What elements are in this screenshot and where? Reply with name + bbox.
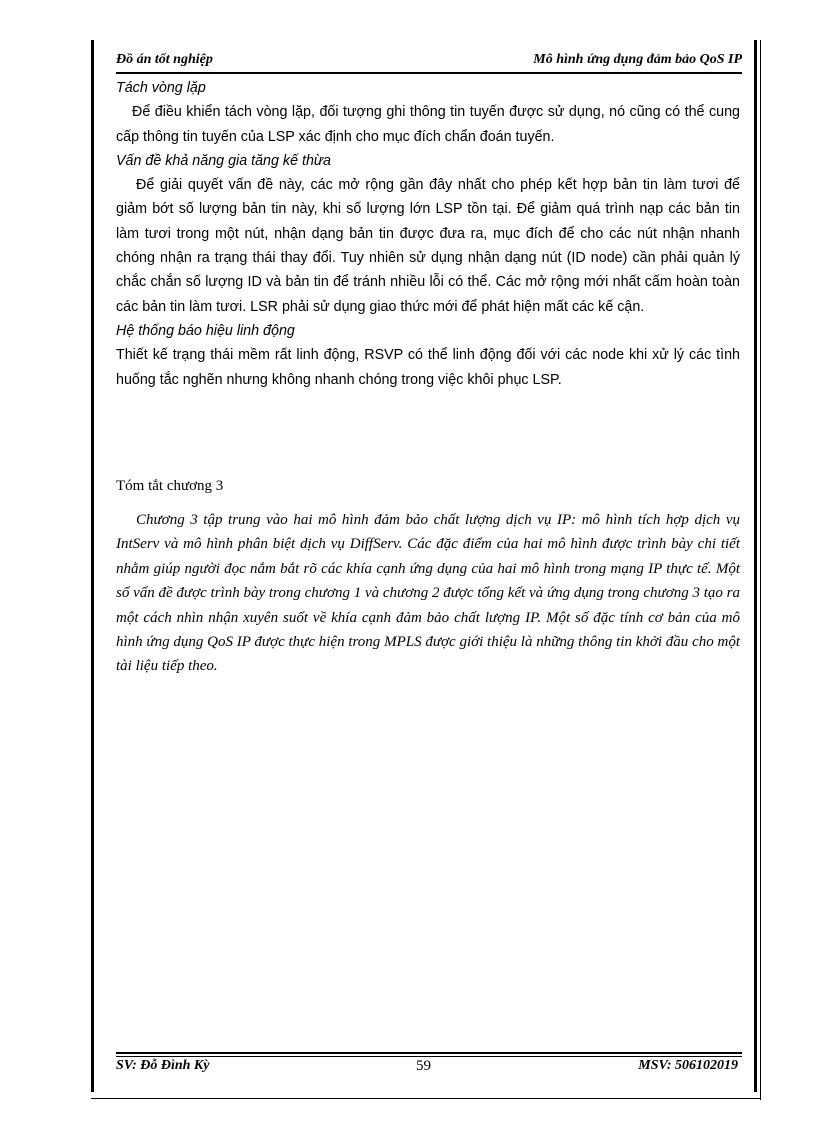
section-heading-scalability: Vấn đề khả năng gia tăng kế thừa [116, 152, 331, 169]
page-border-bottom-shadow [91, 1098, 761, 1099]
main-content [116, 76, 740, 392]
footer-rule-thin [116, 1056, 742, 1057]
footer-page-number: 59 [416, 1058, 431, 1074]
page-header [116, 50, 742, 68]
section-heading-loop-detection: Tách vòng lặp [116, 80, 206, 96]
header-right-title: Mô hình ứng dụng đảm bảo QoS IP [533, 52, 742, 67]
header-rule [116, 72, 742, 74]
footer-student-name: SV: Đỗ Đình Kỳ [116, 1058, 210, 1073]
summary-title: Tóm tắt chương 3 [116, 478, 224, 494]
page-border-right-shadow [760, 40, 761, 1100]
header-left-title: Đồ án tốt nghiệp [116, 52, 213, 67]
section-text-scalability: Để giải quyết vấn đề này, các mở rộng gần đây nhất cho phép kết hợp bản tin làm tươi để giảm bớt số lượng bản tin này, khi số lượng lớn LSP tồn tại. Để giảm quá trình nạp các bản tin làm tươi trong một nút, nhận dạng bản tin được đưa ra, mục đích để cho các nút nhận nhanh chóng nhận ra trạng thái thay đổi. Tuy nhiên sử dụng nhận dạng nút (ID node) cần phải quản lý chắc chắn số lượng ID và bản tin để tránh nhiều lỗi có thể. Các mở rộng mới nhất cấm hoàn toàn các bản tin làm tươi. LSR phải sử dụng giao thức mới để phát hiện mất các kế cận. [116, 177, 740, 315]
footer-rule-thick [116, 1052, 742, 1054]
page-border-left [91, 40, 94, 1092]
section-text-signaling: Thiết kế trạng thái mềm rất linh động, RSVP có thể linh động đối với các node khi xử lý các tình huống tắc nghẽn nhưng không nhanh chóng trong việc khôi phục LSP. [116, 347, 740, 388]
section-text-loop-detection: Để điều khiển tách vòng lặp, đối tượng ghi thông tin tuyến được sử dụng, nó cũng có thể cung cấp thông tin tuyến của LSP xác định cho mục đích chẩn đoán tuyến. [116, 104, 740, 145]
footer-student-id: MSV: 506102019 [638, 1058, 738, 1073]
section-heading-signaling: Hệ thống báo hiệu linh động [116, 322, 295, 339]
page-footer [116, 1058, 742, 1078]
page-border-right [754, 40, 757, 1092]
summary-text: Chương 3 tập trung vào hai mô hình đảm bảo chất lượng dịch vụ IP: mô hình tích hợp dịch vụ IntServ và mô hình phân biệt dịch vụ DiffServ. Các đặc điểm của hai mô hình được trình bày chi tiết nhằm giúp người đọc nắm bắt rõ các khía cạnh ứng dụng của hai mô hình trong mạng IP thực tế. Một số vấn đề được trình bày trong chương 1 và chương 2 được tổng kết và ứng dụng trong chương 3 tạo ra một cách nhìn nhận xuyên suốt về khía cạnh đảm bảo chất lượng IP. Một số đặc tính cơ bản của mô hình ứng dụng QoS IP được thực hiện trong MPLS được giới thiệu là những thông tin khởi đầu cho một tài liệu tiếp theo. [116, 512, 740, 675]
